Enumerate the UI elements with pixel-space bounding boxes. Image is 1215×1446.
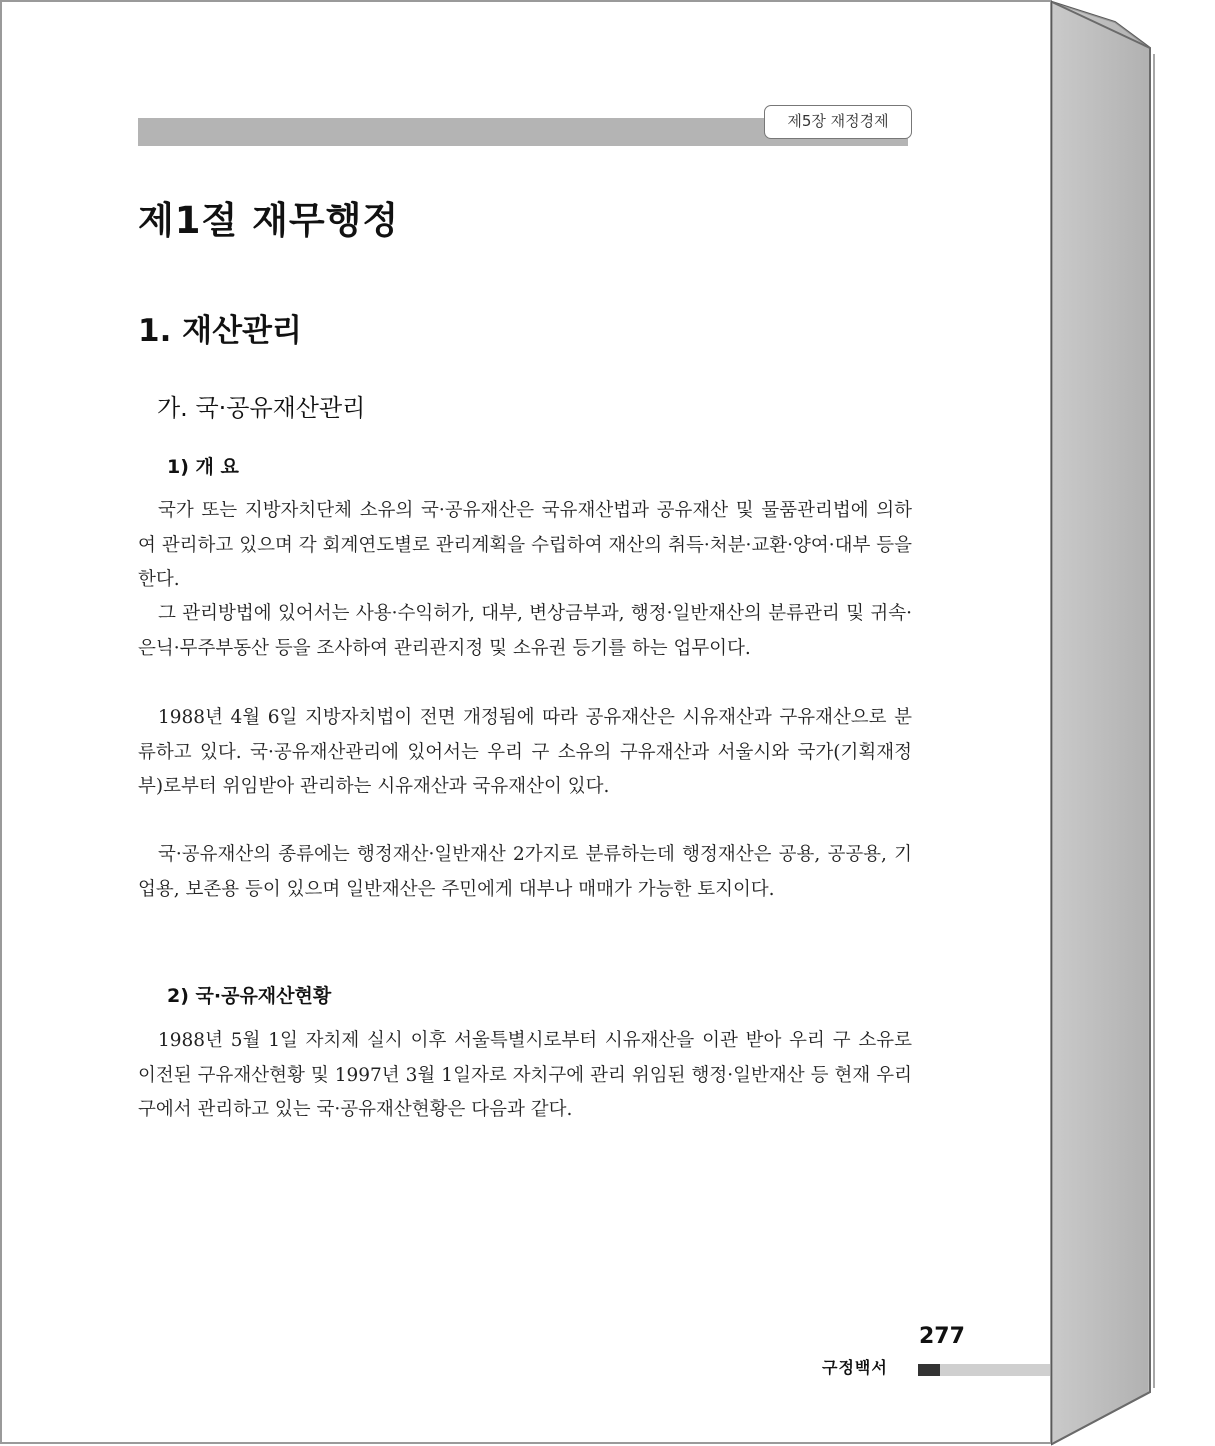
paragraph-2: 그 관리방법에 있어서는 사용·수익허가, 대부, 변상금부과, 행정·일반재산의 분류관리 및 귀속·은닉·무주부동산 등을 조사하여 관리관지정 및 소유권 등기를 하는 업무이다. xyxy=(138,603,912,659)
book-title: 구정백서 xyxy=(822,1358,888,1377)
heading-property-management: 1. 재산관리 xyxy=(138,313,302,349)
paragraph-5: 1988년 5월 1일 자치제 실시 이후 서울특별시로부터 시유재산을 이관 받아 우리 구 소유로 이전된 구유재산현황 및 1997년 3월 1일자로 자치구에 관리 위임된 행정·일반재산 등 현재 우리 구에서 관리하고 있는 국·공유재산현황은 다음과 같다. xyxy=(138,1030,912,1120)
chapter-label: 제5장 재정경제 xyxy=(764,105,912,139)
header-bar-extension xyxy=(760,138,908,146)
paragraph-1: 국가 또는 지방자치단체 소유의 국·공유재산은 국유재산법과 공유재산 및 물품관리법에 의하여 관리하고 있으며 각 회계연도별로 관리계획을 수립하여 재산의 취득·처분·교환·양여·대부 등을 한다. xyxy=(138,500,912,590)
heading-overview: 1) 개 요 xyxy=(167,456,239,478)
heading-property-status: 2) 국·공유재산현황 xyxy=(167,985,332,1007)
section-title: 제1절 재무행정 xyxy=(138,199,400,242)
footer-marker xyxy=(918,1364,940,1376)
paragraph-4: 국·공유재산의 종류에는 행정재산·일반재산 2가지로 분류하는데 행정재산은 공용, 공공용, 기업용, 보존용 등이 있으며 일반재산은 주민에게 대부나 매매가 가능한 토지이다. xyxy=(138,844,912,900)
page-stack-edge xyxy=(1050,0,1215,1446)
page-number: 277 xyxy=(919,1324,965,1349)
footer-bar xyxy=(940,1364,1050,1376)
heading-public-property: 가. 국·공유재산관리 xyxy=(157,394,366,422)
header-bar xyxy=(138,118,768,146)
paragraph-3: 1988년 4월 6일 지방자치법이 전면 개정됨에 따라 공유재산은 시유재산과 구유재산으로 분류하고 있다. 국·공유재산관리에 있어서는 우리 구 소유의 구유재산과 서울시와 국가(기획재정부)로부터 위임받아 관리하는 시유재산과 국유재산이 있다. xyxy=(138,707,912,797)
